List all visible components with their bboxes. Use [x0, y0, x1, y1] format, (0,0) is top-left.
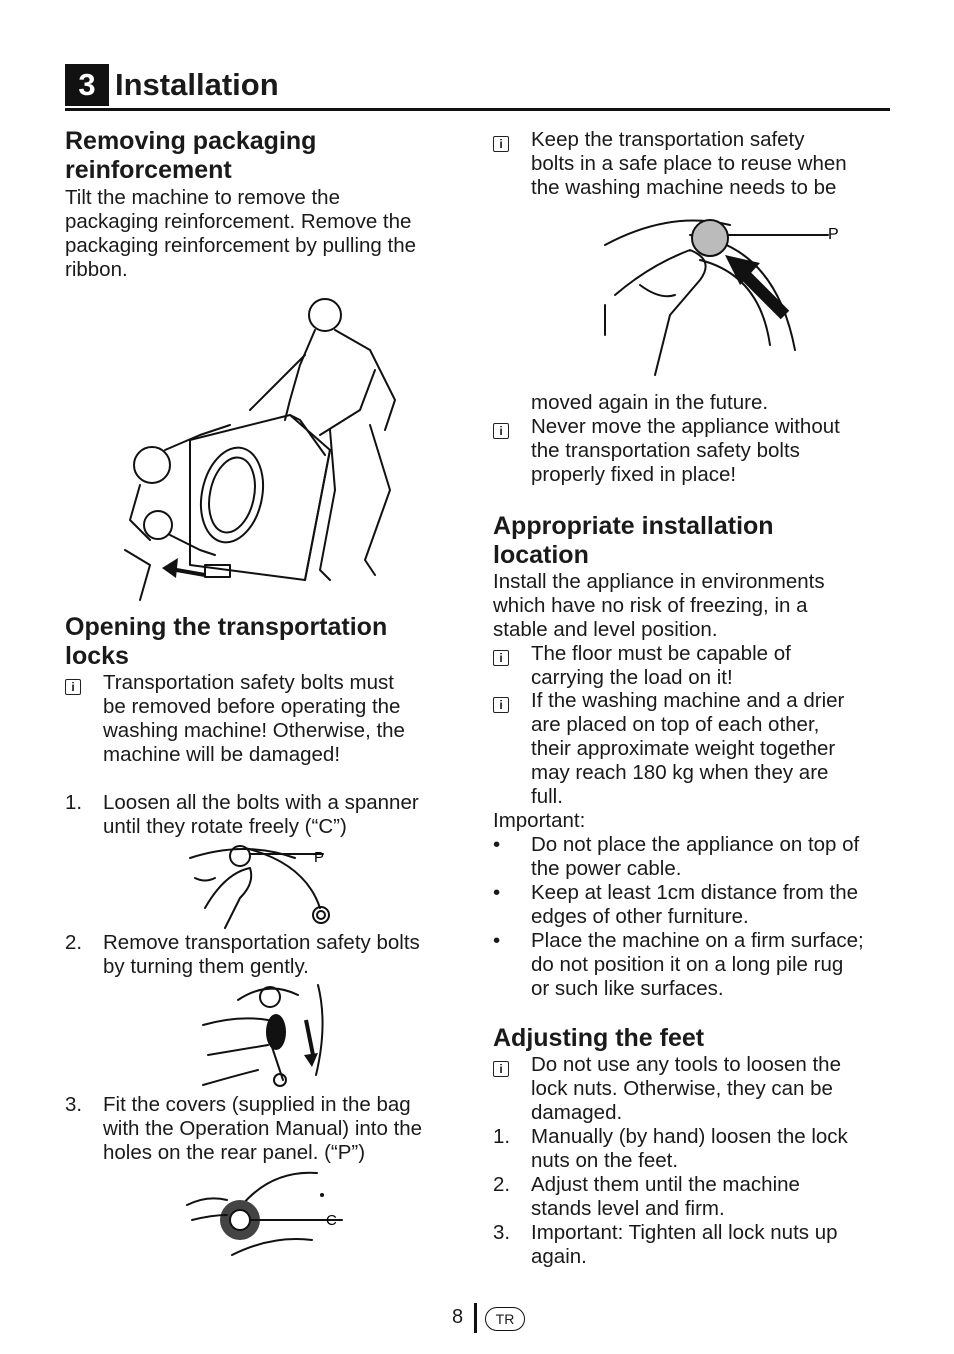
note-line: are placed on top of each other, — [531, 713, 820, 736]
body-line: Tilt the machine to remove the — [65, 186, 340, 209]
step-line: stands level and firm. — [531, 1197, 725, 1220]
figure-label-p: P — [314, 849, 325, 866]
info-icon: i — [65, 679, 81, 695]
note-line: carrying the load on it! — [531, 666, 733, 689]
chapter-number: 3 — [65, 64, 109, 106]
figure-label-c: C — [326, 1212, 337, 1229]
removing-body — [65, 186, 455, 282]
note-line: machine will be damaged! — [103, 743, 341, 766]
bullet-dot: • — [493, 929, 501, 952]
note-line: bolts in a safe place to reuse when — [531, 152, 847, 175]
step-line: holes on the rear panel. (“P”) — [103, 1141, 366, 1164]
location-note-b — [493, 689, 893, 808]
body-line: stable and level position. — [493, 618, 718, 641]
language-badge: TR — [485, 1307, 525, 1331]
note-line: damaged. — [531, 1101, 623, 1124]
tilt-machine-illustration — [120, 290, 400, 610]
note-line: be removed before operating the — [103, 695, 401, 718]
step-line: Fit the covers (supplied in the bag — [103, 1093, 411, 1116]
location-heading-line1: Appropriate installation — [493, 512, 774, 540]
removing-heading — [65, 127, 316, 185]
note-continuation: moved again in the future. — [531, 391, 769, 414]
note-line: full. — [531, 785, 563, 808]
step-line: Adjust them until the machine — [531, 1173, 800, 1196]
step-number: 2. — [493, 1173, 511, 1196]
opening-heading-line1: Opening the transportation — [65, 613, 388, 641]
bullet-line: do not position it on a long pile rug — [531, 953, 844, 976]
info-icon: i — [493, 1061, 509, 1077]
note-line: If the washing machine and a drier — [531, 689, 845, 712]
figure-label-p: P — [828, 226, 839, 243]
body-line: Install the appliance in environments — [493, 570, 825, 593]
step-line: again. — [531, 1245, 587, 1268]
body-line: packaging reinforcement. Remove the — [65, 210, 412, 233]
step-line: nuts on the feet. — [531, 1149, 679, 1172]
step-line: by turning them gently. — [103, 955, 309, 978]
info-icon: i — [493, 136, 509, 152]
note-line: the washing machine needs to be — [531, 176, 837, 199]
opening-note — [65, 671, 455, 766]
step-line: until they rotate freely (“C”) — [103, 815, 347, 838]
note-line: The floor must be capable of — [531, 642, 791, 665]
feet-heading-text: Adjusting the feet — [493, 1024, 705, 1052]
feet-heading — [493, 1024, 704, 1053]
removing-heading-line2: reinforcement — [65, 156, 232, 184]
note-line: Never move the appliance without — [531, 415, 840, 438]
step-number: 2. — [65, 931, 83, 954]
opening-heading-line2: locks — [65, 642, 129, 670]
bullet-line: the power cable. — [531, 857, 682, 880]
step-line: Loosen all the bolts with a spanner — [103, 791, 419, 814]
right-note-2 — [493, 415, 893, 486]
note-line: the transportation safety bolts — [531, 439, 800, 462]
remove-bolts-figure — [198, 975, 328, 1090]
chapter-title: Installation — [115, 67, 279, 102]
step-number: 1. — [493, 1125, 511, 1148]
chapter-header — [65, 62, 890, 111]
step-line: Manually (by hand) loosen the lock — [531, 1125, 848, 1148]
note-line: their approximate weight together — [531, 737, 836, 760]
footer-divider — [474, 1303, 477, 1333]
step-number: 1. — [65, 791, 83, 814]
bullet-line: Do not place the appliance on top of — [531, 833, 860, 856]
note-line: properly fixed in place! — [531, 463, 737, 486]
info-icon: i — [493, 423, 509, 439]
step-line: Remove transportation safety bolts — [103, 931, 420, 954]
body-line: packaging reinforcement by pulling the — [65, 234, 416, 257]
bullet-dot: • — [493, 881, 501, 904]
page-number: 8 — [452, 1306, 464, 1328]
location-heading — [493, 512, 774, 570]
fit-covers-figure — [182, 1165, 352, 1260]
body-line: which have no risk of freezing, in a — [493, 594, 808, 617]
bullet-line: edges of other furniture. — [531, 905, 749, 928]
removing-heading-line1: Removing packaging — [65, 127, 317, 155]
bullet-line: Keep at least 1cm distance from the — [531, 881, 859, 904]
step-line: Important: Tighten all lock nuts up — [531, 1221, 838, 1244]
bullet-line: or such like surfaces. — [531, 977, 724, 1000]
right-note-1 — [493, 128, 893, 199]
info-icon: i — [493, 650, 509, 666]
info-icon: i — [493, 697, 509, 713]
location-intro — [493, 570, 893, 642]
note-line: Transportation safety bolts must — [103, 671, 394, 694]
cover-cap-figure — [600, 205, 850, 380]
feet-note — [493, 1053, 893, 1124]
step-number: 3. — [493, 1221, 511, 1244]
bullet-dot: • — [493, 833, 501, 856]
bullet-line: Place the machine on a firm surface; — [531, 929, 864, 952]
note-line: washing machine! Otherwise, the — [103, 719, 405, 742]
location-heading-line2: location — [493, 541, 589, 569]
note-line: Keep the transportation safety — [531, 128, 805, 151]
loosen-bolts-figure — [185, 838, 335, 930]
important-label: Important: — [493, 809, 586, 832]
note-line: Do not use any tools to loosen the — [531, 1053, 841, 1076]
step-number: 3. — [65, 1093, 83, 1116]
note-line: lock nuts. Otherwise, they can be — [531, 1077, 833, 1100]
step-line: with the Operation Manual) into the — [103, 1117, 423, 1140]
opening-heading — [65, 613, 387, 671]
note-line: may reach 180 kg when they are — [531, 761, 829, 784]
body-line: ribbon. — [65, 258, 128, 281]
location-note-a — [493, 642, 893, 689]
